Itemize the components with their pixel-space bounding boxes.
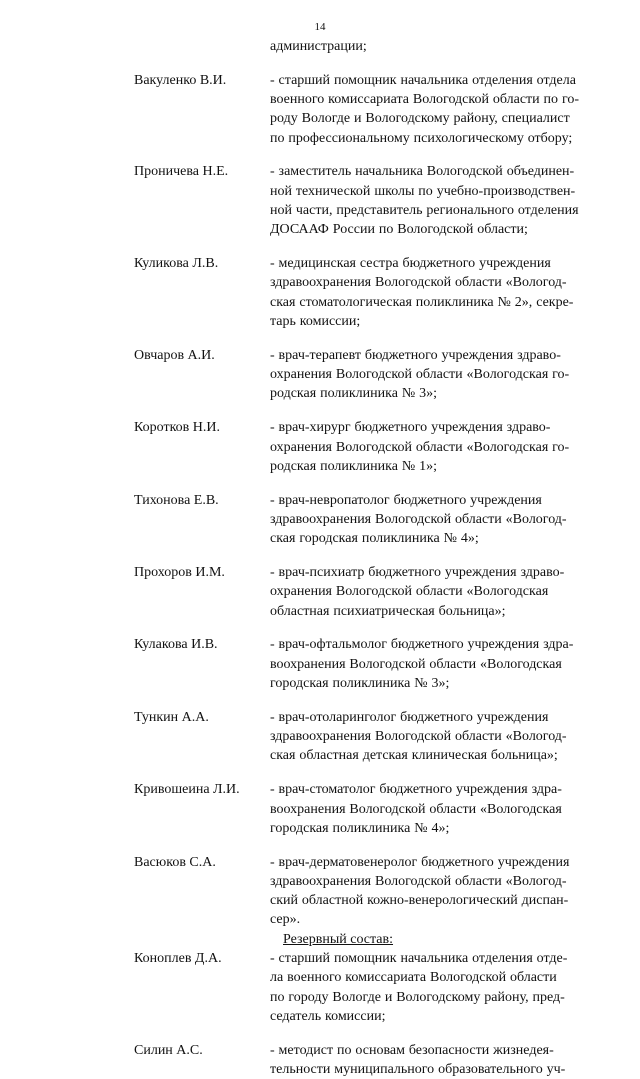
role-line: - методист по основам безопасности жизнедея-	[270, 1042, 554, 1058]
role-line: - старший помощник начальника отделения отде-	[270, 951, 568, 967]
reserve-heading: Резервный состав:	[283, 931, 394, 947]
member-role	[270, 780, 604, 838]
role-line: сер».	[270, 912, 301, 928]
role-line: охранения Вологодской области «Вологодская	[270, 584, 549, 600]
role-line: ной технической школы по учебно-производствен-	[270, 183, 576, 199]
member-role	[270, 635, 604, 693]
role-line: - врач-офтальмолог бюджетного учреждения здра-	[270, 637, 574, 653]
role-line: седатель комиссии;	[270, 1008, 386, 1024]
role-line: ДОСААФ России по Вологодской области;	[270, 222, 528, 238]
role-line: ская стоматологическая поликлиника № 2», секре-	[270, 294, 574, 310]
continuation-entry	[134, 37, 604, 56]
member-name: Силин А.С.	[134, 1042, 203, 1058]
role-line: военного комиссариата Вологодской области по го-	[270, 92, 580, 108]
role-line: тарь комиссии;	[270, 314, 361, 330]
member-entry	[134, 635, 604, 693]
role-line: воохранения Вологодской области «Вологодская	[270, 801, 562, 817]
role-line: ская городская поликлиника № 4»;	[270, 531, 479, 547]
role-line: роду Вологде и Вологодскому району, специалист	[270, 111, 570, 127]
continuation-line: администрации;	[270, 39, 367, 54]
members-list	[134, 71, 604, 930]
member-name: Коротков Н.И.	[134, 420, 220, 436]
reserve-members-list	[134, 949, 604, 1079]
role-line: здравоохранения Вологодской области «Вологод-	[270, 873, 567, 889]
member-role	[270, 71, 604, 148]
role-line: городская поликлиника № 4»;	[270, 820, 450, 836]
role-line: родская поликлиника № 3»;	[270, 386, 437, 402]
member-name: Прохоров И.М.	[134, 565, 225, 581]
member-name: Проничева Н.Е.	[134, 164, 229, 180]
role-line: ла военного комиссариата Вологодской области	[270, 970, 557, 986]
role-line: ская областная детская клиническая больница»;	[270, 748, 558, 764]
member-entry	[134, 254, 604, 331]
member-name: Васюков С.А.	[134, 854, 216, 870]
member-entry	[134, 491, 604, 549]
member-name: Овчаров А.И.	[134, 347, 215, 363]
role-line: ной части, представитель регионального отделения	[270, 203, 579, 219]
role-line: воохранения Вологодской области «Вологодская	[270, 656, 562, 672]
role-line: - старший помощник начальника отделения отдела	[270, 72, 576, 88]
member-entry	[134, 563, 604, 621]
member-role	[270, 418, 604, 476]
member-name: Кривошеина Л.И.	[134, 782, 240, 798]
role-line: - заместитель начальника Вологодской объединен-	[270, 164, 575, 180]
role-line: здравоохранения Вологодской области «Вологод-	[270, 511, 567, 527]
member-name: Тункин А.А.	[134, 709, 209, 725]
role-line: - врач-психиатр бюджетного учреждения здраво-	[270, 565, 565, 581]
role-line: - медицинская сестра бюджетного учреждения	[270, 256, 551, 272]
role-line: по городу Вологде и Вологодскому району, пред-	[270, 989, 565, 1005]
commission-list	[134, 37, 604, 1079]
member-name: Куликова Л.В.	[134, 256, 219, 272]
member-entry	[134, 853, 604, 930]
member-role	[270, 708, 604, 766]
page-number: 14	[314, 21, 326, 33]
member-entry	[134, 162, 604, 239]
role-line: - врач-стоматолог бюджетного учреждения здра-	[270, 782, 562, 798]
member-role	[270, 563, 604, 621]
role-line: охранения Вологодской области «Вологодская го-	[270, 439, 570, 455]
role-line: - врач-отоларинголог бюджетного учреждения	[270, 709, 549, 725]
member-entry	[134, 780, 604, 838]
role-line: - врач-хирург бюджетного учреждения здраво-	[270, 420, 551, 436]
member-name: Кулакова И.В.	[134, 637, 218, 653]
role-line: - врач-терапевт бюджетного учреждения здраво-	[270, 347, 561, 363]
role-line: ский областной кожно-венерологический диспан-	[270, 893, 569, 909]
member-entry	[134, 708, 604, 766]
role-line: - врач-дерматовенеролог бюджетного учреждения	[270, 854, 570, 870]
member-role	[270, 162, 604, 239]
member-entry	[134, 1041, 604, 1079]
member-entry	[134, 418, 604, 476]
member-role	[270, 853, 604, 930]
member-entry	[134, 71, 604, 148]
role-line: областная психиатрическая больница»;	[270, 603, 506, 619]
member-name: Коноплев Д.А.	[134, 951, 222, 967]
member-role	[270, 491, 604, 549]
member-role	[270, 949, 604, 1026]
member-name: Вакуленко В.И.	[134, 72, 227, 88]
member-role	[270, 346, 604, 404]
role-line: городская поликлиника № 3»;	[270, 676, 450, 692]
role-line: здравоохранения Вологодской области «Вологод-	[270, 275, 567, 291]
member-name: Тихонова Е.В.	[134, 492, 219, 508]
role-line: по профессиональному психологическому отбору;	[270, 130, 573, 146]
member-role	[270, 254, 604, 331]
role-line: здравоохранения Вологодской области «Вологод-	[270, 729, 567, 745]
role-line: охранения Вологодской области «Вологодская го-	[270, 367, 570, 383]
member-role	[270, 1041, 604, 1079]
member-entry	[134, 346, 604, 404]
role-line: - врач-невропатолог бюджетного учреждения	[270, 492, 542, 508]
role-line: родская поликлиника № 1»;	[270, 458, 437, 474]
role-line: тельности муниципального образовательного уч-	[270, 1062, 566, 1078]
member-entry	[134, 949, 604, 1026]
